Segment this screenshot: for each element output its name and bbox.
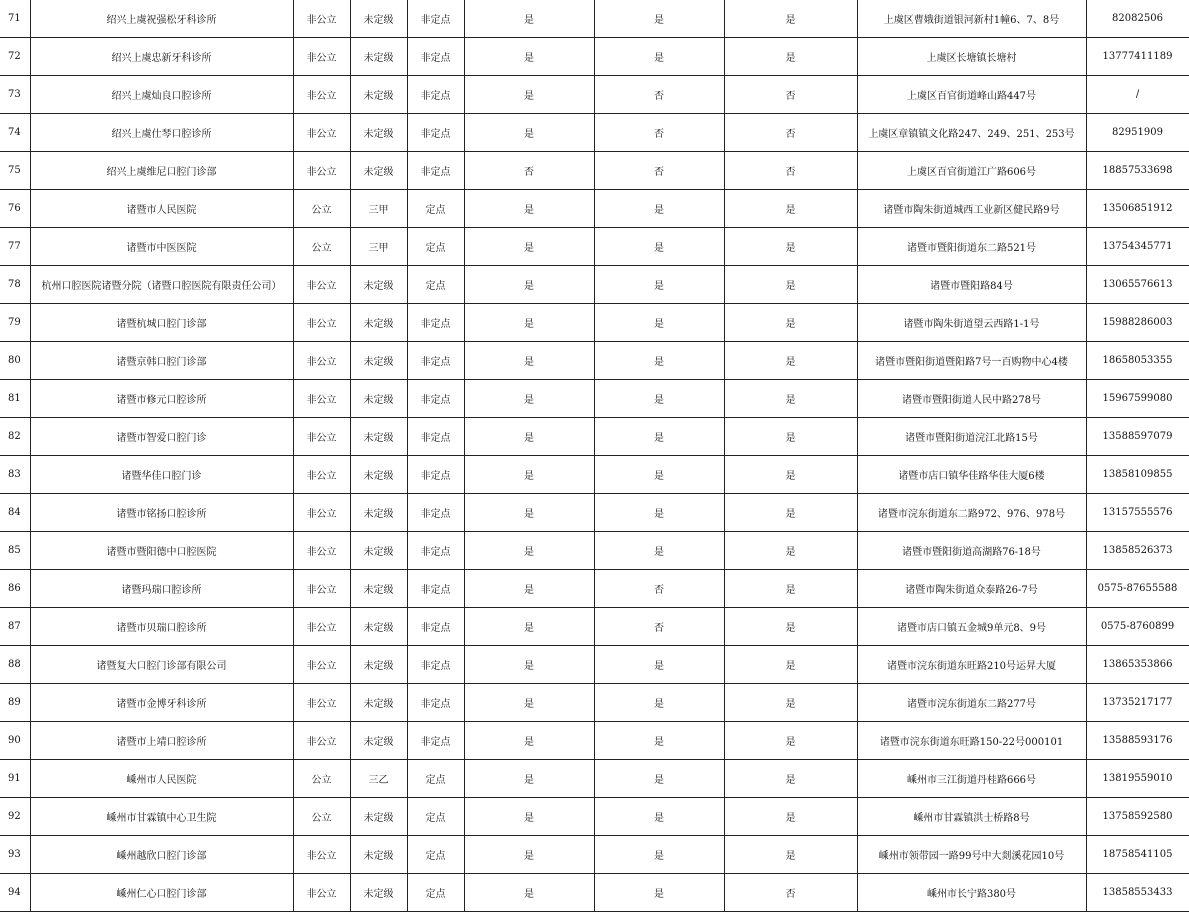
criterion-1-cell: 是 <box>464 608 594 646</box>
ownership-type-cell: 非公立 <box>293 114 350 152</box>
phone-cell: 18658053355 <box>1086 342 1189 380</box>
criterion-1-cell: 是 <box>464 836 594 874</box>
row-number-cell: 88 <box>0 646 30 684</box>
institution-name-cell: 诸暨市中医医院 <box>30 228 293 266</box>
criterion-1-cell: 是 <box>464 456 594 494</box>
criterion-3-cell: 是 <box>724 646 857 684</box>
table-row <box>0 418 1189 456</box>
designated-status-cell: 非定点 <box>407 0 464 38</box>
hospital-grade-cell: 未定级 <box>350 152 407 190</box>
institution-name-cell: 诸暨市上靖口腔诊所 <box>30 722 293 760</box>
criterion-2-cell: 否 <box>594 114 724 152</box>
criterion-3-cell: 是 <box>724 380 857 418</box>
phone-cell: 13865353866 <box>1086 646 1189 684</box>
table-row <box>0 190 1189 228</box>
institution-name-cell: 诸暨复大口腔门诊部有限公司 <box>30 646 293 684</box>
hospital-grade-cell: 三甲 <box>350 228 407 266</box>
hospital-grade-cell: 未定级 <box>350 874 407 912</box>
address-cell: 嵊州市领带园一路99号中大剡溪花园10号 <box>857 836 1086 874</box>
institution-name-cell: 诸暨玛瑞口腔诊所 <box>30 570 293 608</box>
criterion-2-cell: 否 <box>594 76 724 114</box>
hospital-grade-cell: 未定级 <box>350 456 407 494</box>
criterion-1-cell: 是 <box>464 798 594 836</box>
ownership-type-cell: 非公立 <box>293 608 350 646</box>
address-cell: 诸暨市暨阳街道高湖路76-18号 <box>857 532 1086 570</box>
designated-status-cell: 定点 <box>407 874 464 912</box>
institution-name-cell: 诸暨市铭扬口腔诊所 <box>30 494 293 532</box>
table-row <box>0 570 1189 608</box>
designated-status-cell: 非定点 <box>407 114 464 152</box>
institution-name-cell: 绍兴上虞祝强松牙科诊所 <box>30 0 293 38</box>
designated-status-cell: 非定点 <box>407 684 464 722</box>
criterion-2-cell: 是 <box>594 722 724 760</box>
criterion-3-cell: 是 <box>724 494 857 532</box>
criterion-3-cell: 是 <box>724 342 857 380</box>
row-number-cell: 81 <box>0 380 30 418</box>
row-number-cell: 76 <box>0 190 30 228</box>
row-number-cell: 73 <box>0 76 30 114</box>
ownership-type-cell: 公立 <box>293 760 350 798</box>
criterion-2-cell: 是 <box>594 228 724 266</box>
row-number-cell: 94 <box>0 874 30 912</box>
designated-status-cell: 非定点 <box>407 152 464 190</box>
phone-cell: 0575-8760899 <box>1086 608 1189 646</box>
institution-name-cell: 诸暨市金博牙科诊所 <box>30 684 293 722</box>
hospital-grade-cell: 三乙 <box>350 760 407 798</box>
hospital-grade-cell: 未定级 <box>350 722 407 760</box>
ownership-type-cell: 非公立 <box>293 380 350 418</box>
address-cell: 上虞区百官街道峰山路447号 <box>857 76 1086 114</box>
phone-cell: 18758541105 <box>1086 836 1189 874</box>
designated-status-cell: 定点 <box>407 836 464 874</box>
criterion-3-cell: 是 <box>724 684 857 722</box>
address-cell: 嵊州市三江街道丹桂路666号 <box>857 760 1086 798</box>
hospital-grade-cell: 未定级 <box>350 38 407 76</box>
designated-status-cell: 非定点 <box>407 342 464 380</box>
criterion-3-cell: 是 <box>724 38 857 76</box>
hospital-grade-cell: 未定级 <box>350 570 407 608</box>
row-number-cell: 92 <box>0 798 30 836</box>
table-row <box>0 760 1189 798</box>
ownership-type-cell: 非公立 <box>293 152 350 190</box>
designated-status-cell: 定点 <box>407 760 464 798</box>
criterion-1-cell: 是 <box>464 304 594 342</box>
phone-cell: 13588597079 <box>1086 418 1189 456</box>
address-cell: 诸暨市浣东街道东二路972、976、978号 <box>857 494 1086 532</box>
institution-name-cell: 嵊州市人民医院 <box>30 760 293 798</box>
criterion-3-cell: 否 <box>724 874 857 912</box>
institution-name-cell: 诸暨杭城口腔门诊部 <box>30 304 293 342</box>
table-row <box>0 114 1189 152</box>
criterion-2-cell: 是 <box>594 532 724 570</box>
institution-name-cell: 诸暨市人民医院 <box>30 190 293 228</box>
institution-name-cell: 嵊州市甘霖镇中心卫生院 <box>30 798 293 836</box>
hospital-grade-cell: 未定级 <box>350 646 407 684</box>
criterion-1-cell: 是 <box>464 418 594 456</box>
ownership-type-cell: 非公立 <box>293 418 350 456</box>
criterion-1-cell: 是 <box>464 228 594 266</box>
phone-cell: 13758592580 <box>1086 798 1189 836</box>
address-cell: 诸暨市陶朱街道众泰路26-7号 <box>857 570 1086 608</box>
designated-status-cell: 非定点 <box>407 76 464 114</box>
criterion-1-cell: 是 <box>464 570 594 608</box>
row-number-cell: 79 <box>0 304 30 342</box>
table-row <box>0 228 1189 266</box>
address-cell: 诸暨市暨阳街道浣江北路15号 <box>857 418 1086 456</box>
institution-name-cell: 嵊州仁心口腔门诊部 <box>30 874 293 912</box>
hospital-grade-cell: 未定级 <box>350 684 407 722</box>
criterion-1-cell: 是 <box>464 760 594 798</box>
address-cell: 嵊州市长宁路380号 <box>857 874 1086 912</box>
institution-name-cell: 绍兴上虞灿良口腔诊所 <box>30 76 293 114</box>
institution-name-cell: 诸暨市贝瑞口腔诊所 <box>30 608 293 646</box>
designated-status-cell: 非定点 <box>407 494 464 532</box>
row-number-cell: 93 <box>0 836 30 874</box>
criterion-1-cell: 是 <box>464 114 594 152</box>
table-row <box>0 798 1189 836</box>
address-cell: 诸暨市暨阳街道人民中路278号 <box>857 380 1086 418</box>
hospital-grade-cell: 未定级 <box>350 114 407 152</box>
ownership-type-cell: 非公立 <box>293 646 350 684</box>
address-cell: 诸暨市店口镇五金城9单元8、9号 <box>857 608 1086 646</box>
criterion-3-cell: 是 <box>724 228 857 266</box>
criterion-2-cell: 是 <box>594 836 724 874</box>
criterion-2-cell: 是 <box>594 456 724 494</box>
table-row <box>0 494 1189 532</box>
row-number-cell: 84 <box>0 494 30 532</box>
ownership-type-cell: 非公立 <box>293 836 350 874</box>
criterion-2-cell: 是 <box>594 0 724 38</box>
criterion-3-cell: 是 <box>724 456 857 494</box>
phone-cell: / <box>1086 76 1189 114</box>
institution-name-cell: 诸暨市修元口腔诊所 <box>30 380 293 418</box>
institution-name-cell: 诸暨京韩口腔门诊部 <box>30 342 293 380</box>
hospital-grade-cell: 未定级 <box>350 608 407 646</box>
row-number-cell: 75 <box>0 152 30 190</box>
institution-name-cell: 诸暨市暨阳德中口腔医院 <box>30 532 293 570</box>
phone-cell: 82082506 <box>1086 0 1189 38</box>
hospital-grade-cell: 未定级 <box>350 76 407 114</box>
row-number-cell: 82 <box>0 418 30 456</box>
criterion-3-cell: 是 <box>724 418 857 456</box>
criterion-1-cell: 是 <box>464 190 594 228</box>
hospital-grade-cell: 未定级 <box>350 304 407 342</box>
institution-name-cell: 诸暨市智爱口腔门诊 <box>30 418 293 456</box>
phone-cell: 13735217177 <box>1086 684 1189 722</box>
row-number-cell: 78 <box>0 266 30 304</box>
criterion-1-cell: 是 <box>464 0 594 38</box>
designated-status-cell: 定点 <box>407 190 464 228</box>
criterion-1-cell: 是 <box>464 380 594 418</box>
address-cell: 上虞区曹娥街道银河新村1幢6、7、8号 <box>857 0 1086 38</box>
phone-cell: 13506851912 <box>1086 190 1189 228</box>
criterion-3-cell: 是 <box>724 836 857 874</box>
address-cell: 嵊州市甘霖镇洪士桥路8号 <box>857 798 1086 836</box>
criterion-1-cell: 否 <box>464 152 594 190</box>
address-cell: 诸暨市浣东街道东旺路150-22号000101 <box>857 722 1086 760</box>
address-cell: 诸暨市店口镇华佳路华佳大厦6楼 <box>857 456 1086 494</box>
criterion-2-cell: 是 <box>594 304 724 342</box>
ownership-type-cell: 非公立 <box>293 266 350 304</box>
phone-cell: 13819559010 <box>1086 760 1189 798</box>
criterion-2-cell: 是 <box>594 874 724 912</box>
address-cell: 上虞区百官街道江广路606号 <box>857 152 1086 190</box>
criterion-2-cell: 否 <box>594 152 724 190</box>
phone-cell: 13588593176 <box>1086 722 1189 760</box>
designated-status-cell: 非定点 <box>407 722 464 760</box>
table-row <box>0 76 1189 114</box>
criterion-3-cell: 是 <box>724 266 857 304</box>
phone-cell: 82951909 <box>1086 114 1189 152</box>
criterion-2-cell: 是 <box>594 380 724 418</box>
criterion-1-cell: 是 <box>464 342 594 380</box>
criterion-2-cell: 是 <box>594 190 724 228</box>
criterion-2-cell: 是 <box>594 798 724 836</box>
ownership-type-cell: 非公立 <box>293 684 350 722</box>
phone-cell: 15988286003 <box>1086 304 1189 342</box>
criterion-3-cell: 是 <box>724 0 857 38</box>
ownership-type-cell: 非公立 <box>293 304 350 342</box>
row-number-cell: 86 <box>0 570 30 608</box>
address-cell: 诸暨市浣东街道东二路277号 <box>857 684 1086 722</box>
phone-cell: 0575-87655588 <box>1086 570 1189 608</box>
ownership-type-cell: 非公立 <box>293 494 350 532</box>
criterion-3-cell: 是 <box>724 608 857 646</box>
criterion-2-cell: 是 <box>594 38 724 76</box>
institution-name-cell: 嵊州越欣口腔门诊部 <box>30 836 293 874</box>
criterion-3-cell: 否 <box>724 76 857 114</box>
designated-status-cell: 非定点 <box>407 608 464 646</box>
criterion-2-cell: 是 <box>594 342 724 380</box>
table-row <box>0 532 1189 570</box>
designated-status-cell: 非定点 <box>407 570 464 608</box>
institution-name-cell: 绍兴上虞维尼口腔门诊部 <box>30 152 293 190</box>
table-row <box>0 152 1189 190</box>
criterion-1-cell: 是 <box>464 266 594 304</box>
ownership-type-cell: 非公立 <box>293 532 350 570</box>
designated-status-cell: 定点 <box>407 228 464 266</box>
row-number-cell: 87 <box>0 608 30 646</box>
ownership-type-cell: 非公立 <box>293 342 350 380</box>
criterion-2-cell: 是 <box>594 494 724 532</box>
ownership-type-cell: 公立 <box>293 228 350 266</box>
criterion-3-cell: 是 <box>724 798 857 836</box>
address-cell: 诸暨市陶朱街道城西工业新区健民路9号 <box>857 190 1086 228</box>
table-row <box>0 874 1189 912</box>
criterion-2-cell: 是 <box>594 418 724 456</box>
row-number-cell: 80 <box>0 342 30 380</box>
hospital-grade-cell: 未定级 <box>350 494 407 532</box>
hospital-grade-cell: 未定级 <box>350 532 407 570</box>
row-number-cell: 72 <box>0 38 30 76</box>
table-row <box>0 380 1189 418</box>
phone-cell: 13777411189 <box>1086 38 1189 76</box>
criterion-3-cell: 是 <box>724 532 857 570</box>
hospital-grade-cell: 未定级 <box>350 418 407 456</box>
table-row <box>0 684 1189 722</box>
row-number-cell: 83 <box>0 456 30 494</box>
row-number-cell: 85 <box>0 532 30 570</box>
table-row <box>0 304 1189 342</box>
hospital-grade-cell: 未定级 <box>350 266 407 304</box>
ownership-type-cell: 非公立 <box>293 76 350 114</box>
phone-cell: 13858526373 <box>1086 532 1189 570</box>
table-row <box>0 646 1189 684</box>
criterion-3-cell: 是 <box>724 760 857 798</box>
table-row <box>0 266 1189 304</box>
institution-name-cell: 诸暨华佳口腔门诊 <box>30 456 293 494</box>
criterion-3-cell: 是 <box>724 304 857 342</box>
designated-status-cell: 非定点 <box>407 418 464 456</box>
table-row <box>0 722 1189 760</box>
criterion-1-cell: 是 <box>464 684 594 722</box>
ownership-type-cell: 非公立 <box>293 456 350 494</box>
institution-name-cell: 绍兴上虞忠新牙科诊所 <box>30 38 293 76</box>
designated-status-cell: 非定点 <box>407 646 464 684</box>
criterion-1-cell: 是 <box>464 494 594 532</box>
phone-cell: 13858109855 <box>1086 456 1189 494</box>
criterion-1-cell: 是 <box>464 722 594 760</box>
criterion-2-cell: 是 <box>594 760 724 798</box>
designated-status-cell: 非定点 <box>407 456 464 494</box>
table-row <box>0 608 1189 646</box>
table-row <box>0 342 1189 380</box>
phone-cell: 13157555576 <box>1086 494 1189 532</box>
ownership-type-cell: 非公立 <box>293 722 350 760</box>
ownership-type-cell: 非公立 <box>293 38 350 76</box>
ownership-type-cell: 非公立 <box>293 874 350 912</box>
designated-status-cell: 非定点 <box>407 532 464 570</box>
row-number-cell: 77 <box>0 228 30 266</box>
hospital-grade-cell: 未定级 <box>350 380 407 418</box>
phone-cell: 18857533698 <box>1086 152 1189 190</box>
address-cell: 诸暨市浣东街道东旺路210号运昇大厦 <box>857 646 1086 684</box>
ownership-type-cell: 非公立 <box>293 0 350 38</box>
address-cell: 上虞区章镇镇文化路247、249、251、253号 <box>857 114 1086 152</box>
hospital-grade-cell: 三甲 <box>350 190 407 228</box>
address-cell: 诸暨市暨阳街道暨阳路7号一百购物中心4楼 <box>857 342 1086 380</box>
criterion-1-cell: 是 <box>464 38 594 76</box>
designated-status-cell: 定点 <box>407 266 464 304</box>
criterion-1-cell: 是 <box>464 874 594 912</box>
phone-cell: 13754345771 <box>1086 228 1189 266</box>
criterion-3-cell: 否 <box>724 114 857 152</box>
designated-status-cell: 非定点 <box>407 380 464 418</box>
designated-status-cell: 非定点 <box>407 304 464 342</box>
ownership-type-cell: 公立 <box>293 190 350 228</box>
row-number-cell: 71 <box>0 0 30 38</box>
hospital-grade-cell: 未定级 <box>350 0 407 38</box>
phone-cell: 13065576613 <box>1086 266 1189 304</box>
phone-cell: 13858553433 <box>1086 874 1189 912</box>
row-number-cell: 90 <box>0 722 30 760</box>
hospital-grade-cell: 未定级 <box>350 836 407 874</box>
address-cell: 上虞区长塘镇长塘村 <box>857 38 1086 76</box>
table-row <box>0 836 1189 874</box>
hospital-grade-cell: 未定级 <box>350 798 407 836</box>
criterion-2-cell: 是 <box>594 646 724 684</box>
criterion-3-cell: 是 <box>724 570 857 608</box>
row-number-cell: 89 <box>0 684 30 722</box>
criterion-3-cell: 否 <box>724 152 857 190</box>
ownership-type-cell: 公立 <box>293 798 350 836</box>
criterion-1-cell: 是 <box>464 76 594 114</box>
institution-name-cell: 绍兴上虞仕琴口腔诊所 <box>30 114 293 152</box>
table-row <box>0 456 1189 494</box>
table-row <box>0 38 1189 76</box>
designated-status-cell: 非定点 <box>407 38 464 76</box>
criterion-2-cell: 否 <box>594 570 724 608</box>
hospital-grade-cell: 未定级 <box>350 342 407 380</box>
address-cell: 诸暨市陶朱街道望云西路1-1号 <box>857 304 1086 342</box>
table-row <box>0 0 1189 38</box>
row-number-cell: 74 <box>0 114 30 152</box>
criterion-3-cell: 是 <box>724 190 857 228</box>
criterion-1-cell: 是 <box>464 532 594 570</box>
row-number-cell: 91 <box>0 760 30 798</box>
ownership-type-cell: 非公立 <box>293 570 350 608</box>
address-cell: 诸暨市暨阳街道东二路521号 <box>857 228 1086 266</box>
criterion-1-cell: 是 <box>464 646 594 684</box>
criterion-2-cell: 是 <box>594 684 724 722</box>
criterion-2-cell: 是 <box>594 266 724 304</box>
institution-name-cell: 杭州口腔医院诸暨分院（诸暨口腔医院有限责任公司） <box>30 266 293 304</box>
address-cell: 诸暨市暨阳路84号 <box>857 266 1086 304</box>
criterion-3-cell: 是 <box>724 722 857 760</box>
designated-status-cell: 定点 <box>407 798 464 836</box>
criterion-2-cell: 否 <box>594 608 724 646</box>
phone-cell: 15967599080 <box>1086 380 1189 418</box>
